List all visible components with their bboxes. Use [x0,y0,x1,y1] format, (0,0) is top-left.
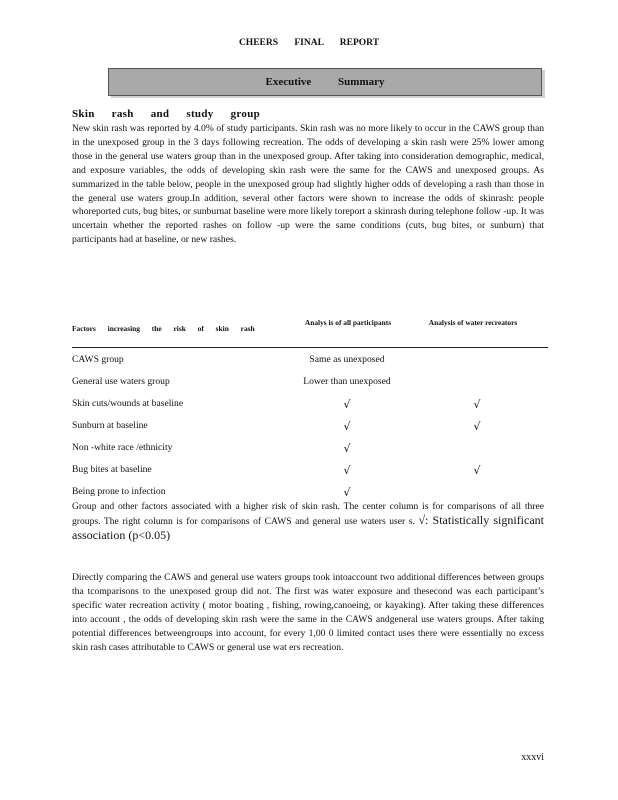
factor-cell: Skin cuts/wounds at baseline [72,398,184,409]
table-caption [72,500,544,544]
table-row [72,436,548,458]
risk-factors-table [72,315,548,502]
check-mark-icon: √ [343,442,351,455]
caption-legend: √: Statistically significant association (p<0.05) [72,512,545,542]
report-header: CHEERS FINAL REPORT [238,38,380,48]
table-row [72,348,548,370]
table-row [72,458,548,480]
section-heading: Skin rash and study group [72,108,261,120]
all-participants-cell: Same as unexposed [309,354,385,365]
factor-cell: CAWS group [72,354,124,365]
header-water-recreators: Analysis of water recreators [428,318,518,327]
table-row [72,370,548,392]
check-mark-icon: √ [473,398,481,411]
header-factors: Factors increasing the risk of skin rash [72,324,255,333]
check-mark-icon: √ [343,464,351,477]
header-all-participants: Analys is of all participants [304,318,392,327]
comparison-paragraph: Directly comparing the CAWS and general use waters groups took intoaccount two additional differences between groups tha tcomparisons to the unexposed group did not. The first was water exposure and thesecond was each participant’s specific water recreation activity ( motor boating , fishing, rowing,canoeing, or kayaking). After taking these differences into account , the odds of developing skin rash were the same in the CAWS andgeneral use waters groups. After taking potential differences betweengroups into account, for every 1,00 0 limited contact uses there were essentially no excess skin rash cases attributable to CAWS or general use wat ers recreation. [72,572,544,653]
factor-cell: Non -white race /ethnicity [72,442,173,453]
table-row [72,480,548,502]
table-row [72,414,548,436]
check-mark-icon: √ [473,464,481,477]
banner-title: Executive Summary [265,76,385,88]
factor-cell: General use waters group [72,376,170,387]
caption-text: Group and other factors associated with a higher risk of skin rash. The center column is for comparisons of all three groups. The right column is for comparisons of CAWS and general use waters user s. [72,501,544,527]
factor-cell: Sunburn at baseline [72,420,148,431]
check-mark-icon: √ [343,398,351,411]
intro-paragraph: New skin rash was reported by 4.0% of study participants. Skin rash was no more likely to occur in the CAWS group than in the unexposed group in the 3 days following recreation. The odds of developing a skin rash were 25% lower among those in the general use waters group than in the unexposed group. After taking into consideration demographic, medical, and exposure variables, the odds of developing skin rash were the same for the CAWS and unexposed groups. As summarized in the table below, people in the unexposed group had slightly higher odds of developing a rash than those in the general use waters group.In addition, several other factors were shown to increase the odds of skinrash: people whoreported cuts, bug bites, or sunburnat baseline were more likely toreport a skinrash during telephone follow -up. It was uncertain whether the reported rashes on follow -up were the same conditions (cuts, bug bites, or sunburn) that participants had at baseline, or new rashes. [72,123,544,246]
page-number: xxxvi [521,752,544,763]
check-mark-icon: √ [473,420,481,433]
check-mark-icon: √ [343,420,351,433]
table-header-row [72,315,548,348]
executive-summary-banner [108,68,542,96]
check-mark-icon: √ [343,486,351,499]
all-participants-cell: Lower than unexposed [303,376,391,387]
factor-cell: Bug bites at baseline [72,464,152,475]
factor-cell: Being prone to infection [72,486,166,497]
table-row [72,392,548,414]
